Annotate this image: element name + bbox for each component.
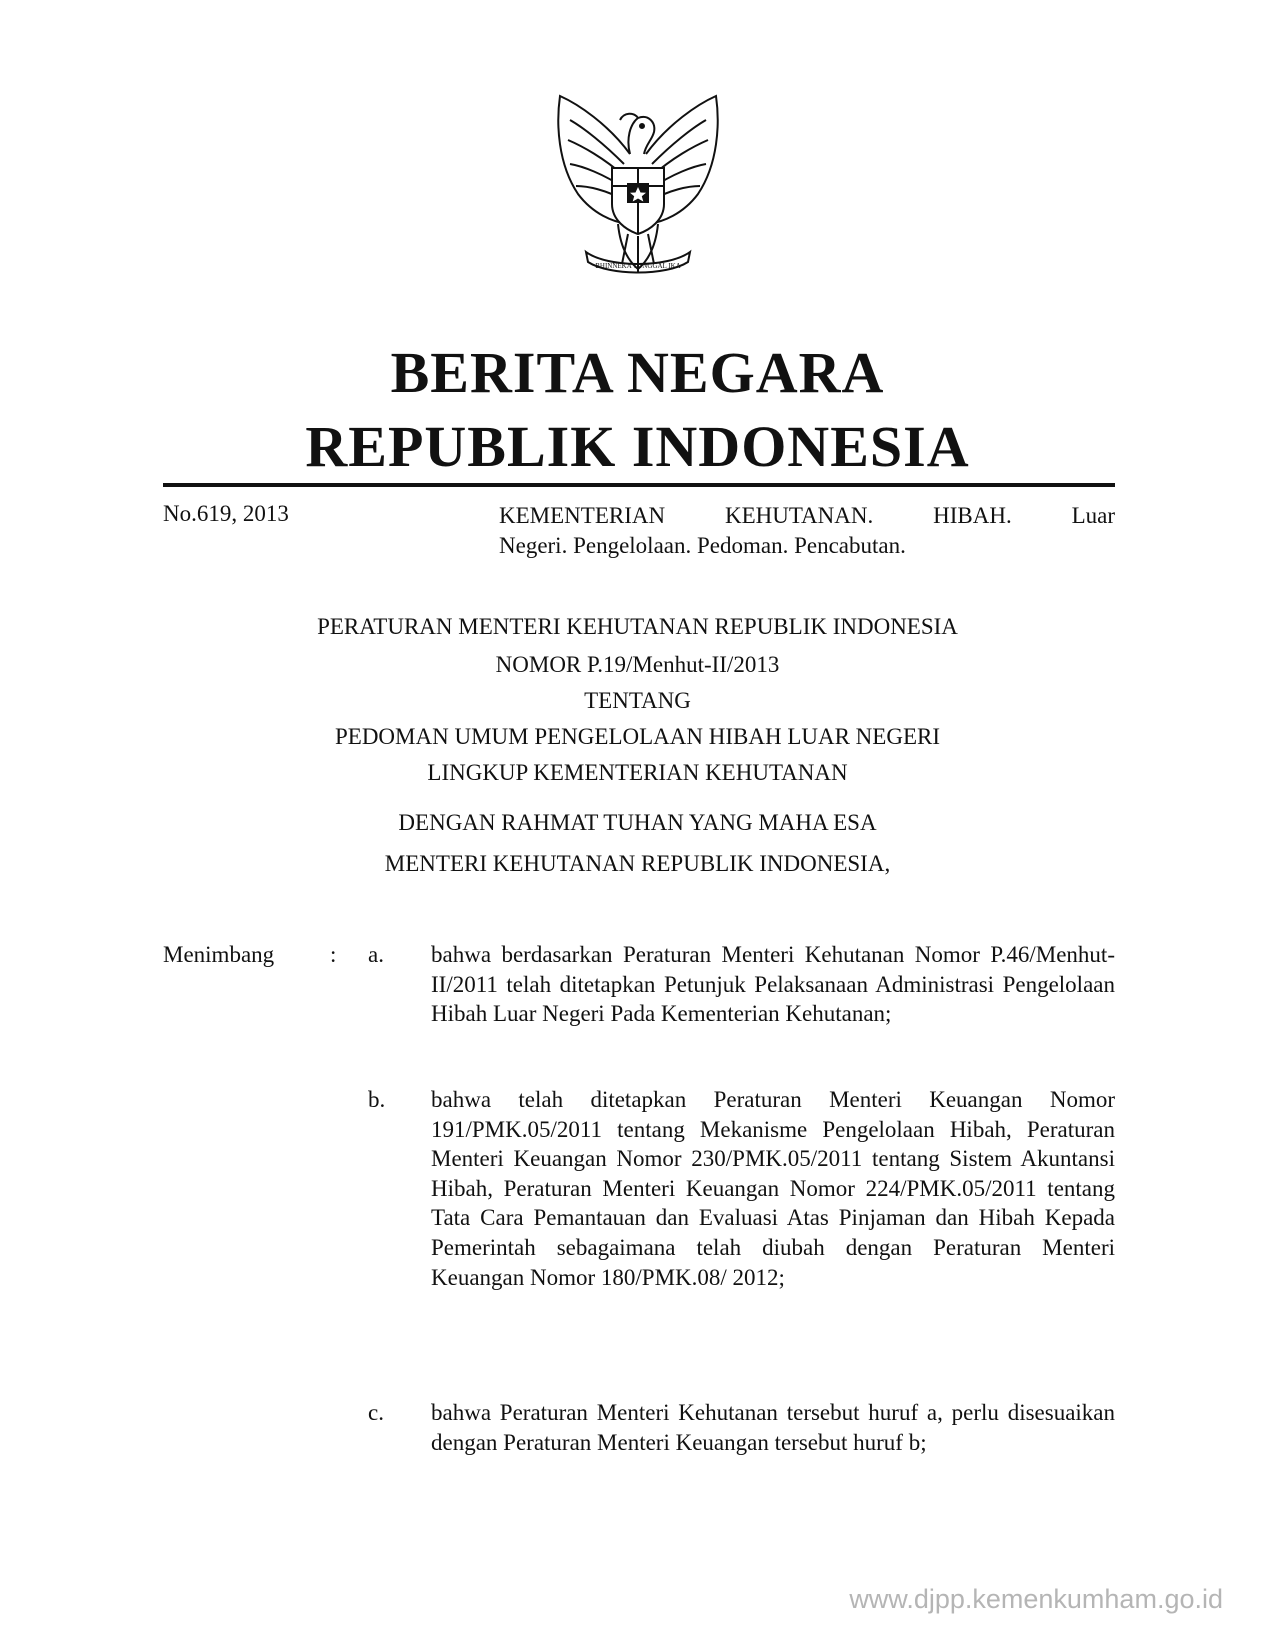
garuda-emblem-icon	[538, 84, 738, 284]
considerations-label: Menimbang	[163, 942, 275, 967]
consideration-letter: b.	[368, 1087, 386, 1112]
considerations-colon: :	[330, 942, 337, 967]
consideration-text: bahwa Peraturan Menteri Kehutanan tersebut huruf a, perlu disesuaikan dengan Peraturan Menteri Keuangan tersebut huruf b;	[431, 1400, 1115, 1455]
consideration-letter: a.	[368, 942, 384, 967]
consideration-text: bahwa telah ditetapkan Peraturan Menteri Keuangan Nomor 191/PMK.05/2011 tentang Mekanisme Pengelolaan Hibah, Peraturan Menteri Keuangan Nomor 230/PMK.05/2011 tentang Sistem Akuntansi Hibah, Peraturan Menteri Keuangan Nomor 224/PMK.05/2011 tentang Tata Cara Pemantauan dan Evaluasi Atas Pinjaman dan Hibah Kepada Pemerintah sebagaimana telah diubah dengan Peraturan Menteri Keuangan Nomor 180/PMK.08/ 2012;	[431, 1087, 1115, 1290]
masthead-title-line1: BERITA NEGARA	[390, 340, 885, 405]
regulation-number: NOMOR P.19/Menhut-II/2013	[495, 652, 780, 677]
gazette-subject-line2: Negeri. Pengelolaan. Pedoman. Pencabutan.	[499, 533, 906, 558]
consideration-letter: c.	[368, 1400, 384, 1425]
masthead-divider	[163, 483, 1115, 487]
gazette-subject	[499, 501, 1115, 561]
regulation-title: PERATURAN MENTERI KEHUTANAN REPUBLIK INDONESIA	[317, 614, 958, 639]
gazette-subject-line1: KEMENTERIAN KEHUTANAN. HIBAH. Luar	[499, 503, 1115, 528]
source-watermark: www.djpp.kemenkumham.go.id	[849, 1584, 1223, 1614]
regulation-subject-line1: PEDOMAN UMUM PENGELOLAAN HIBAH LUAR NEGERI	[334, 724, 940, 749]
masthead-title-line2: REPUBLIK INDONESIA	[305, 414, 970, 479]
emblem-motto: BHINNEKA TUNGGAL IKA	[595, 262, 681, 270]
consideration-text: bahwa berdasarkan Peraturan Menteri Kehutanan Nomor P.46/Menhut-II/2011 telah ditetapkan Petunjuk Pelaksanaan Administrasi Pengelolaan Hibah Luar Negeri Pada Kementerian Kehutanan;	[431, 942, 1115, 1027]
gazette-number: No.619, 2013	[163, 501, 289, 526]
regulation-subject-line2: LINGKUP KEMENTERIAN KEHUTANAN	[427, 760, 848, 785]
preamble-invocation: DENGAN RAHMAT TUHAN YANG MAHA ESA	[398, 810, 877, 835]
preamble-minister: MENTERI KEHUTANAN REPUBLIK INDONESIA,	[384, 851, 891, 876]
regulation-about: TENTANG	[584, 688, 691, 713]
